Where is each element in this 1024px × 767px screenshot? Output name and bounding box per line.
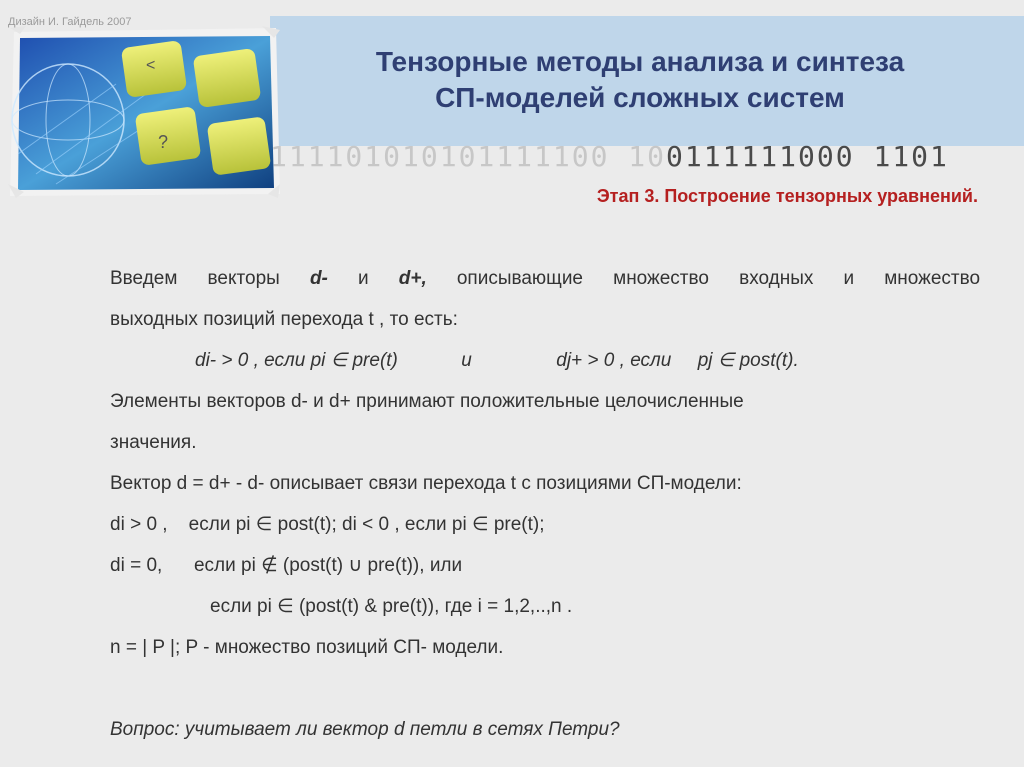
binary-strip: [270, 142, 1024, 172]
design-credit: Дизайн И. Гайдель 2007: [8, 16, 132, 28]
body-line-7: di > 0 , если pi ∈ post(t); di < 0 , если pi ∈ pre(t);: [110, 514, 545, 535]
slide-title: [300, 44, 980, 116]
stage-title: Этап 3. Построение тензорных уравнений.: [596, 186, 978, 206]
body-line-6: Вектор d = d+ - d- описывает связи перехода t с позициями СП-модели:: [110, 473, 742, 494]
body-line-2: выходных позиций перехода t , то есть:: [110, 309, 458, 330]
svg-text:<: <: [146, 57, 156, 74]
slide-body: [110, 258, 980, 750]
body-line-1: Введем векторы d- и d+, описывающие множество входных и множество: [110, 268, 981, 289]
body-line-10: n = | P |; P - множество позиций СП- модели.: [110, 637, 504, 658]
svg-text:?: ?: [158, 132, 169, 152]
body-line-4: Элементы векторов d- и d+ принимают положительные целочисленные: [110, 391, 744, 412]
spacer: [110, 668, 980, 709]
title-line-2: СП-моделей сложных систем: [435, 82, 845, 113]
body-line-5: значения.: [110, 432, 197, 453]
binary-faded: 111101010101111100 10: [270, 142, 667, 172]
title-line-1: Тензорные методы анализа и синтеза: [375, 46, 905, 77]
body-line-8: di = 0, если pi ∉ (post(t) ∪ pre(t)), или: [110, 555, 463, 576]
body-line-3: di- > 0 , если pi ∈ pre(t) и dj+ > 0 , если pj ∈ post(t).: [195, 350, 799, 371]
keyboard-globe-picture: [6, 24, 282, 200]
binary-dark: 0111111000 1101: [666, 142, 949, 172]
question-line: Вопрос: учитывает ли вектор d петли в сетях Петри?: [110, 719, 620, 740]
body-line-9: если pi ∈ (post(t) & pre(t)), где i = 1,2,..,n .: [210, 596, 573, 617]
